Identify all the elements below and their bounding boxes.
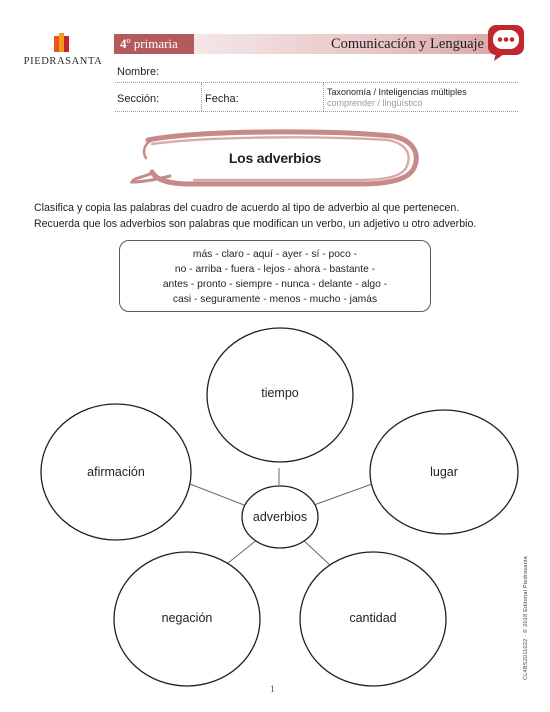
label-tiempo: tiempo (261, 386, 299, 400)
connector-bottom-left (228, 539, 258, 563)
separator-line (201, 83, 202, 111)
date-label: Fecha: (205, 93, 239, 105)
publisher-logo (22, 30, 104, 70)
page-title: Los adverbios (228, 150, 322, 166)
speech-bubble-icon (487, 24, 525, 62)
grade-suffix: º primaria (126, 36, 178, 51)
word-line-2: no - arriba - fuera - lejos - ahora - bastante - (174, 264, 376, 275)
section-line[interactable] (115, 111, 518, 112)
label-lugar: lugar (430, 465, 458, 479)
name-line[interactable] (115, 82, 518, 83)
adverb-concept-map (0, 320, 550, 690)
separator-line (323, 83, 324, 111)
instruction-line-1: Clasifica y copia las palabras del cuadro de acuerdo al tipo de adverbio al que pertenecen. (34, 202, 460, 214)
word-line-1: más - claro - aquí - ayer - sí - poco - (192, 249, 358, 260)
subject-title: Comunicación y Lenguaje (194, 34, 494, 54)
instruction-line-2: Recuerda que los adverbios son palabras que modifican un verbo, un adjetivo u otro adverbio. (34, 218, 477, 230)
label-center: adverbios (252, 510, 308, 524)
taxonomy-label: Taxonomía / Inteligencias múltiples (327, 87, 467, 97)
title-ribbon (130, 128, 420, 192)
label-cantidad: cantidad (349, 611, 397, 625)
logo-text: PIEDRASANTA (23, 56, 103, 67)
book-logo-icon (51, 32, 73, 54)
label-afirmacion: afirmación (87, 465, 145, 479)
name-label: Nombre: (117, 66, 160, 78)
word-line-3: antes - pronto - siempre - nunca - delante - algo - (162, 279, 388, 290)
grade-tab (114, 34, 194, 54)
word-line-4: casi - seguramente - menos - mucho - jamás (172, 294, 378, 305)
copyright-code: CL4BS2011022 · © 2018 Editorial Piedrasanta (523, 556, 529, 680)
taxonomy-value: comprender / lingüístico (327, 98, 423, 108)
word-box (119, 240, 431, 312)
section-label: Sección: (117, 93, 160, 105)
connector-right (314, 484, 372, 505)
connector-bottom-right (302, 539, 330, 565)
connector-left (190, 484, 244, 505)
page-number: 1 (270, 684, 275, 694)
grade-number: 4 (120, 36, 127, 51)
label-negacion: negación (161, 611, 213, 625)
